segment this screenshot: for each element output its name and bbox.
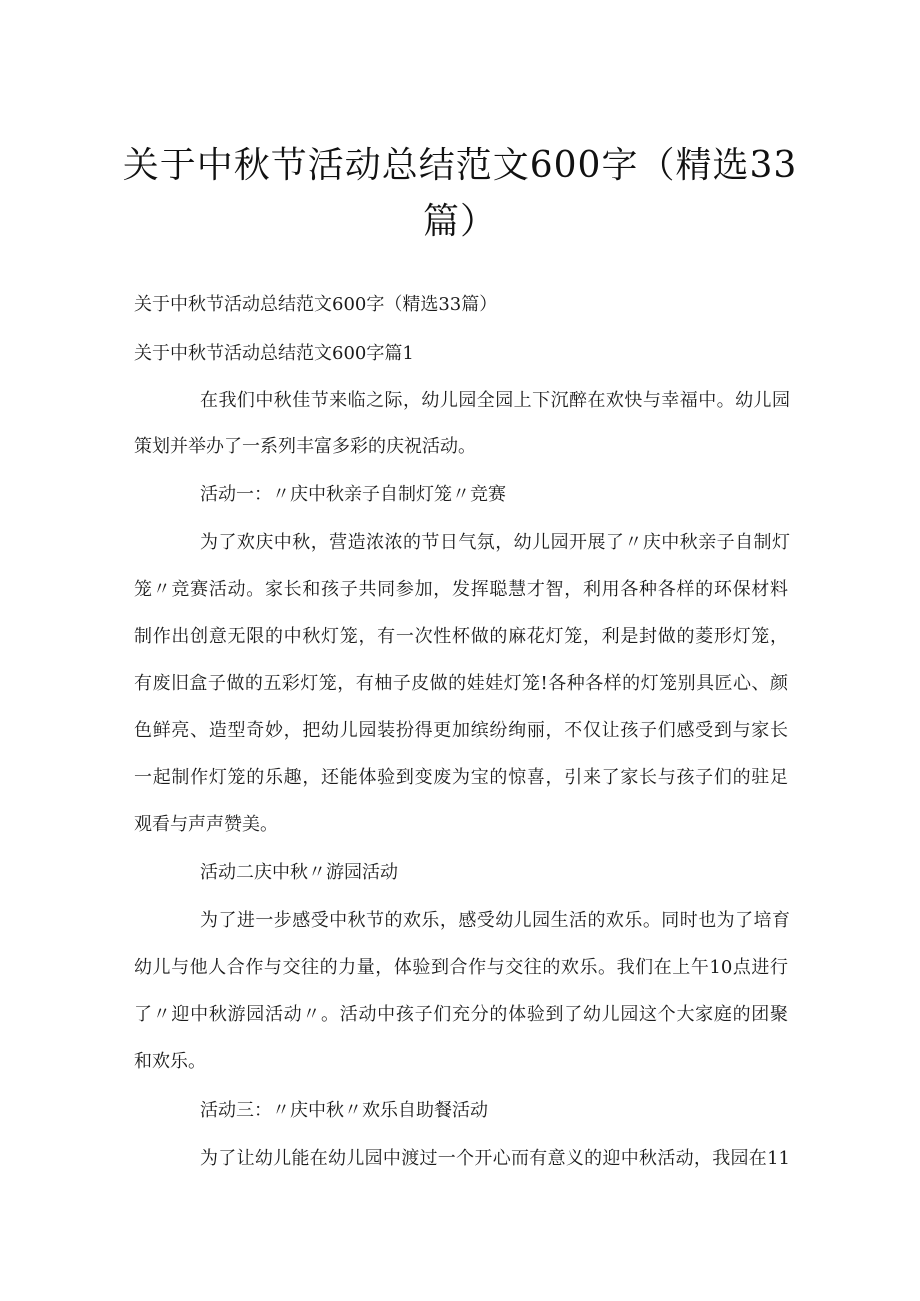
paragraph-line: 在我们中秋佳节来临之际，幼儿园全园上下沉醉在欢快与幸福中。幼儿园 [200,390,790,411]
paragraph-line: 观看与声声赞美。 [134,814,278,835]
document-title: 关于中秋节活动总结范文600字（精选33篇） [122,145,798,242]
paragraph-line: 幼儿与他人合作与交往的力量，体验到合作与交往的欢乐。我们在上午10点进行 [134,957,788,978]
paragraph-line: 一起制作灯笼的乐趣，还能体验到变废为宝的惊喜，引来了家长与孩子们的驻足 [134,767,788,788]
paragraph-line: 为了让幼儿能在幼儿园中渡过一个开心而有意义的迎中秋活动，我园在11 [200,1148,790,1169]
activity-heading: 活动二庆中秋〃游园活动 [200,862,398,883]
paragraph-line: 了〃迎中秋游园活动〃。活动中孩子们充分的体验到了幼儿园这个大家庭的团聚 [134,1004,788,1025]
paragraph-line: 为了进一步感受中秋节的欢乐，感受幼儿园生活的欢乐。同时也为了培育 [200,910,790,931]
paragraph-line: 和欢乐。 [134,1051,206,1072]
paragraph-line: 色鲜亮、造型奇妙，把幼儿园装扮得更加缤纷绚丽，不仅让孩子们感受到与家长 [134,720,788,741]
paragraph-line: 有废旧盒子做的五彩灯笼，有柚子皮做的娃娃灯笼!各种各样的灯笼别具匠心、颜 [134,673,788,694]
activity-heading: 活动一：〃庆中秋亲子自制灯笼〃竞赛 [200,484,506,505]
paragraph-line: 策划并举办了一系列丰富多彩的庆祝活动。 [134,436,476,457]
paragraph-line: 笼〃竞赛活动。家长和孩子共同参加，发挥聪慧才智，利用各种各样的环保材料 [134,579,788,600]
document-subtitle: 关于中秋节活动总结范文600字（精选33篇） [134,294,498,315]
section-heading: 关于中秋节活动总结范文600字篇1 [134,343,414,364]
paragraph-line: 制作出创意无限的中秋灯笼，有一次性杯做的麻花灯笼，利是封做的菱形灯笼， [134,626,788,647]
activity-heading: 活动三：〃庆中秋〃欢乐自助餐活动 [200,1100,488,1121]
paragraph-line: 为了欢庆中秋，营造浓浓的节日气氛，幼儿园开展了〃庆中秋亲子自制灯 [200,532,790,553]
